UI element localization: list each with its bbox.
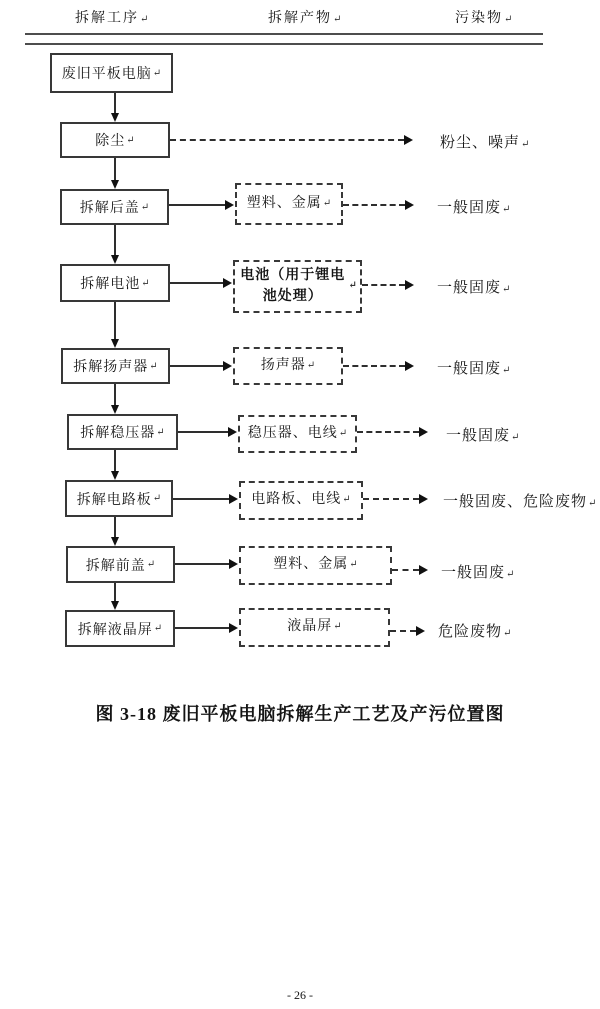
product-label: 电池（用于锂电池处理） xyxy=(240,268,346,304)
header-rule-bottom xyxy=(25,43,543,45)
column-header-process xyxy=(75,7,148,27)
pollutant-label-voltage-regulator xyxy=(446,424,519,445)
pollutant-label-circuit-board xyxy=(443,490,596,511)
pollutant-text: 一般固废 xyxy=(441,565,506,581)
process-label: 拆解电池 xyxy=(80,277,141,292)
page-number: - 26 - xyxy=(287,988,313,1002)
arrow-right-circuit-board xyxy=(173,498,229,500)
process-label: 拆解后盖 xyxy=(79,201,140,216)
return-mark-icon: ↵ xyxy=(502,204,511,215)
return-mark-icon: ↵ xyxy=(503,628,512,639)
dashed-arrow-battery xyxy=(362,284,405,286)
product-box-voltage-regulator xyxy=(238,415,357,453)
return-mark-icon: ↵ xyxy=(140,201,150,213)
pollutant-label-back-cover xyxy=(437,196,510,217)
dashed-arrow-circuit-board xyxy=(363,498,419,500)
process-label: 拆解稳压器 xyxy=(80,426,156,441)
return-mark-icon: ↵ xyxy=(521,139,530,150)
dashed-arrow-back-cover xyxy=(343,204,405,206)
dashed-arrow-lcd-screen xyxy=(390,630,416,632)
return-mark-icon: ↵ xyxy=(140,14,149,25)
product-label: 塑料、金属 xyxy=(273,557,349,573)
return-mark-icon: ↵ xyxy=(502,284,511,295)
process-box-lcd-screen xyxy=(65,610,175,647)
return-mark-icon: ↵ xyxy=(348,280,357,292)
column-header-process-label: 拆解工序 xyxy=(75,11,139,26)
return-mark-icon: ↵ xyxy=(333,621,342,633)
process-box-voltage-regulator xyxy=(67,414,178,450)
product-box-front-cover xyxy=(239,546,392,585)
arrow-right-battery xyxy=(170,282,223,284)
pollutant-text: 粉尘、噪声 xyxy=(440,135,521,151)
pollutant-label-lcd-screen xyxy=(438,620,511,641)
header-rule-top xyxy=(25,33,543,35)
arrow-down-3 xyxy=(114,225,116,255)
arrow-down-8 xyxy=(114,583,116,601)
dashed-arrow-speaker xyxy=(343,365,405,367)
return-mark-icon: ↵ xyxy=(504,14,513,25)
arrow-right-front-cover xyxy=(175,563,229,565)
product-label: 液晶屏 xyxy=(287,619,333,635)
return-mark-icon: ↵ xyxy=(338,427,348,439)
product-label: 塑料、金属 xyxy=(246,195,322,211)
arrow-down-1 xyxy=(114,93,116,113)
return-mark-icon: ↵ xyxy=(153,623,163,634)
process-box-circuit-board xyxy=(65,480,173,517)
return-mark-icon: ↵ xyxy=(588,498,597,509)
column-header-product-label: 拆解产物 xyxy=(268,11,332,26)
return-mark-icon: ↵ xyxy=(322,197,332,209)
arrow-down-6 xyxy=(114,450,116,471)
return-mark-icon: ↵ xyxy=(152,493,162,504)
arrow-down-7 xyxy=(114,517,116,537)
column-header-pollutant-label: 污染物 xyxy=(455,11,503,26)
arrow-down-5 xyxy=(114,384,116,405)
arrow-down-4 xyxy=(114,302,116,339)
process-label: 拆解液晶屏 xyxy=(77,622,153,638)
pollutant-label-front-cover xyxy=(441,561,514,582)
product-box-back-cover xyxy=(235,183,343,225)
product-box-battery xyxy=(233,260,362,313)
pollutant-text: 一般固废 xyxy=(437,361,502,377)
product-box-lcd-screen xyxy=(239,608,390,647)
flow-source-box xyxy=(50,53,173,93)
dashed-arrow-dust xyxy=(170,139,404,141)
return-mark-icon: ↵ xyxy=(506,569,515,580)
return-mark-icon: ↵ xyxy=(306,359,316,371)
dashed-arrow-voltage-regulator xyxy=(357,431,419,433)
arrow-right-voltage-regulator xyxy=(178,431,228,433)
pollutant-text: 一般固废 xyxy=(446,428,511,444)
product-box-circuit-board xyxy=(239,481,363,520)
return-mark-icon: ↵ xyxy=(149,360,158,372)
dashed-arrow-front-cover xyxy=(392,569,419,571)
process-label: 拆解电路板 xyxy=(76,492,152,508)
process-label: 拆解扬声器 xyxy=(73,360,149,375)
return-mark-icon: ↵ xyxy=(141,277,150,289)
process-box-speaker xyxy=(61,348,170,384)
process-label: 除尘 xyxy=(95,134,126,149)
return-mark-icon: ↵ xyxy=(333,14,342,25)
arrow-right-back-cover xyxy=(169,204,225,206)
product-box-speaker xyxy=(233,347,343,385)
process-box-back-cover xyxy=(60,189,169,225)
figure-caption: 图 3-18 废旧平板电脑拆解生产工艺及产污位置图 xyxy=(95,704,505,724)
arrow-right-speaker xyxy=(170,365,223,367)
product-label: 扬声器 xyxy=(260,357,306,373)
return-mark-icon: ↵ xyxy=(152,67,162,79)
pollutant-text: 一般固废 xyxy=(437,280,502,296)
process-box-front-cover xyxy=(66,546,175,583)
process-label: 拆解前盖 xyxy=(85,558,146,574)
return-mark-icon: ↵ xyxy=(156,426,165,438)
pollutant-label-battery xyxy=(437,276,510,297)
product-label: 电路板、电线 xyxy=(251,492,342,508)
return-mark-icon: ↵ xyxy=(146,559,156,570)
return-mark-icon: ↵ xyxy=(126,134,135,146)
pollutant-label-dust xyxy=(440,131,529,152)
pollutant-text: 危险废物 xyxy=(438,624,503,640)
return-mark-icon: ↵ xyxy=(502,365,511,376)
return-mark-icon: ↵ xyxy=(511,432,520,443)
pollutant-text: 一般固废 xyxy=(437,200,502,216)
column-header-pollutant xyxy=(455,7,512,27)
pollutant-label-speaker xyxy=(437,357,510,378)
product-label: 稳压器、电线 xyxy=(247,425,338,441)
flow-source-label: 废旧平板电脑 xyxy=(61,67,152,82)
column-header-product xyxy=(268,7,341,27)
pollutant-text: 一般固废、危险废物 xyxy=(443,494,588,510)
arrow-down-2 xyxy=(114,158,116,180)
process-box-dust-removal xyxy=(60,122,170,158)
process-box-battery xyxy=(60,264,170,302)
arrow-right-lcd-screen xyxy=(175,627,229,629)
return-mark-icon: ↵ xyxy=(349,559,358,571)
return-mark-icon: ↵ xyxy=(342,494,351,506)
